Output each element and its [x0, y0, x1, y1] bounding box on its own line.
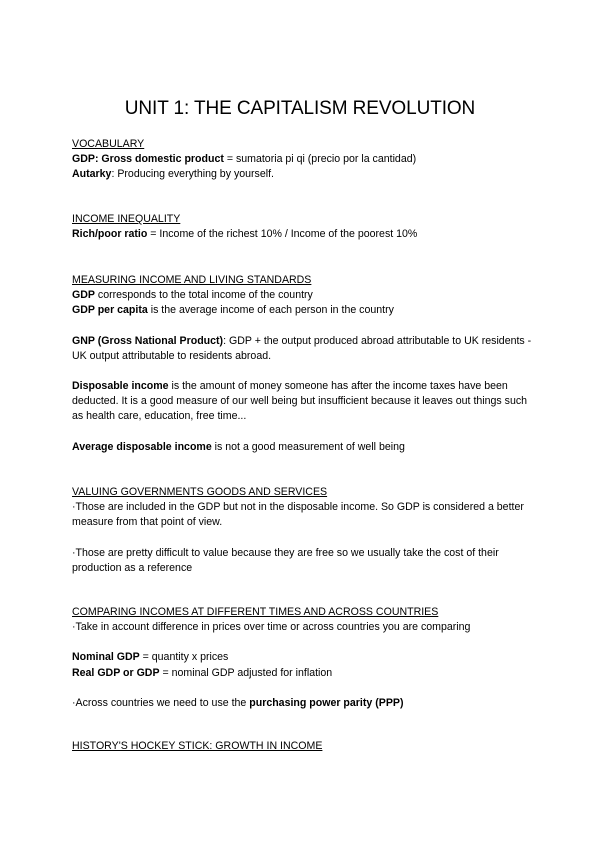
paragraph: ·Those are pretty difficult to value because they are free so we usually take the cost of their production as a reference	[72, 546, 499, 574]
paragraph-text: ·Across countries we need to use the	[72, 696, 250, 709]
section-comparing-incomes	[72, 605, 532, 711]
section-vocabulary	[72, 137, 532, 183]
section-heading: HISTORY'S HOCKEY STICK: GROWTH IN INCOME	[72, 740, 323, 752]
definition-real-gdp	[72, 666, 532, 681]
term: Autarky	[72, 168, 112, 181]
term: Nominal GDP	[72, 651, 140, 664]
section-income-inequality	[72, 212, 532, 242]
definition-gnp	[72, 334, 532, 364]
section-heading: INCOME INEQUALITY	[72, 213, 181, 225]
definition-gdp	[72, 288, 532, 303]
section-valuing-government-goods	[72, 485, 532, 576]
definition-gdp	[72, 152, 532, 167]
definition-gdp-per-capita	[72, 303, 532, 318]
term: Average disposable income	[72, 440, 212, 453]
section-heading: VALUING GOVERNMENTS GOODS AND SERVICES	[72, 486, 328, 498]
paragraph-ppp	[72, 696, 532, 711]
definition-text: is not a good measurement of well being	[211, 440, 405, 453]
section-measuring-income	[72, 273, 532, 455]
term: purchasing power parity (PPP)	[249, 696, 404, 709]
term: GNP (Gross National Product)	[72, 334, 224, 347]
definition-disposable-income	[72, 379, 532, 425]
definition-rich-poor-ratio	[72, 227, 532, 242]
term: Disposable income	[72, 380, 169, 393]
definition-text: = Income of the richest 10% / Income of the poorest 10%	[147, 228, 418, 241]
definition-text: is the amount of money someone has after the income taxes have been deducted. It is a good measure of our well being but insufficient because it leaves out things such as health care, education, free time...	[72, 380, 528, 423]
section-heading: COMPARING INCOMES AT DIFFERENT TIMES AND ACROSS COUNTRIES	[72, 606, 439, 618]
term: GDP: Gross domestic product	[72, 153, 224, 166]
definition-autarky	[72, 167, 532, 182]
term: Rich/poor ratio	[72, 228, 148, 241]
definition-text: = nominal GDP adjusted for inflation	[159, 666, 333, 679]
section-heading: MEASURING INCOME AND LIVING STANDARDS	[72, 274, 312, 286]
section-hockey-stick	[72, 739, 532, 754]
definition-text: is the average income of each person in the country	[147, 304, 394, 317]
term: GDP per capita	[72, 304, 148, 317]
paragraph: ·Those are included in the GDP but not in the disposable income. So GDP is considered a better measure from that point of view.	[72, 501, 524, 529]
paragraph: ·Take in account difference in prices over time or across countries you are comparing	[72, 621, 471, 634]
definition-average-disposable-income	[72, 440, 532, 455]
section-heading: VOCABULARY	[72, 138, 145, 150]
definition-text: : GDP + the output produced abroad attributable to UK residents - UK output attributable to residents abroad.	[72, 334, 532, 362]
term: Real GDP or GDP	[72, 666, 160, 679]
term: GDP	[72, 289, 95, 302]
definition-text: = sumatoria pi qi (precio por la cantidad)	[223, 153, 417, 166]
definition-text: : Producing everything by yourself.	[111, 168, 274, 181]
definition-text: corresponds to the total income of the country	[94, 289, 313, 302]
page-title: UNIT 1: THE CAPITALISM REVOLUTION	[124, 98, 476, 119]
definition-nominal-gdp	[72, 650, 532, 665]
definition-text: = quantity x prices	[139, 651, 229, 664]
